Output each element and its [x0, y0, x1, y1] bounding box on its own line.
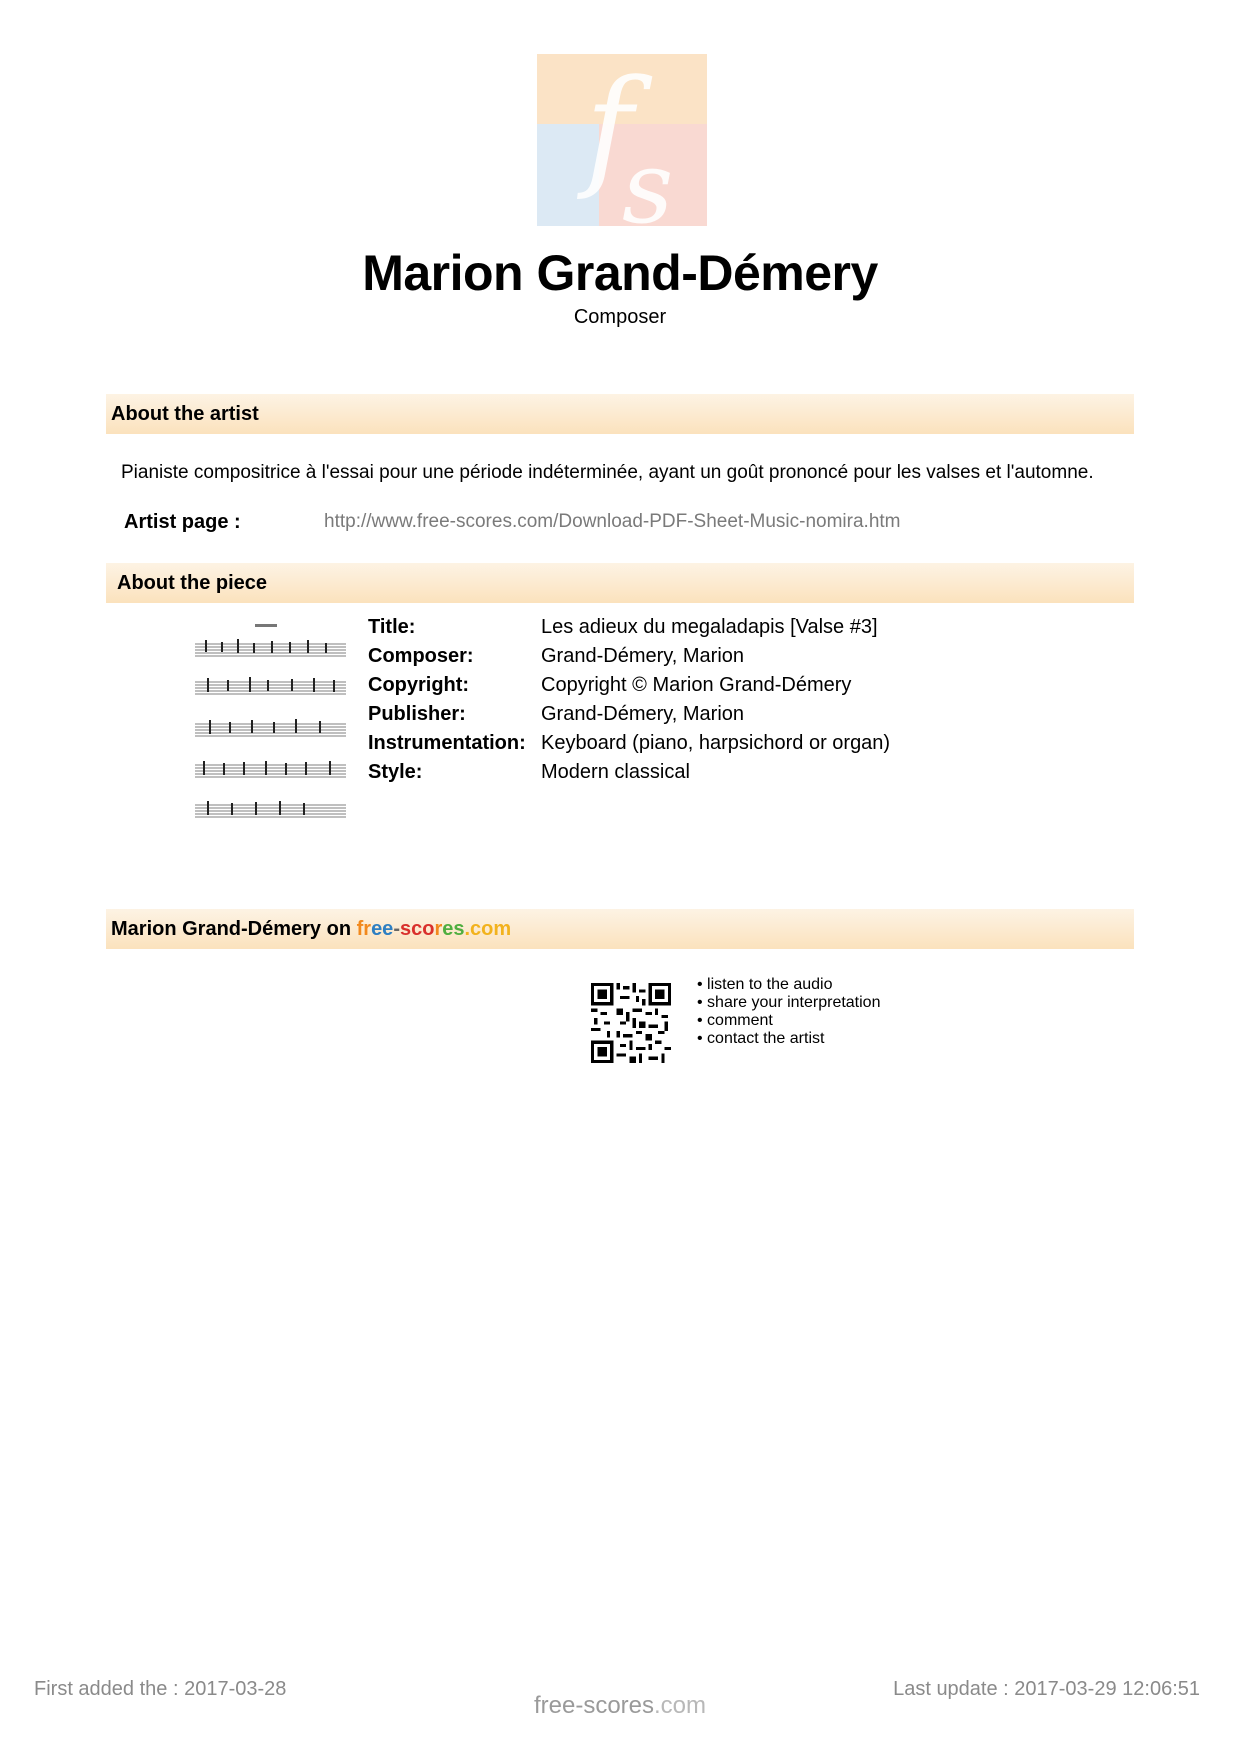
brand-part: .com: [464, 918, 512, 940]
info-value: Keyboard (piano, harpsichord or organ): [541, 732, 891, 754]
artist-name: Marion Grand-Démery: [362, 245, 878, 301]
on-site-heading: [106, 909, 1134, 949]
artist-page-label: Artist page :: [124, 511, 241, 533]
info-value: Copyright © Marion Grand-Démery: [541, 674, 852, 696]
brand-part: -: [393, 918, 400, 940]
brand-part: r: [434, 918, 443, 940]
brand-part: es: [442, 918, 465, 940]
info-label: Instrumentation:: [368, 732, 526, 754]
qr-code-icon[interactable]: [591, 983, 671, 1063]
svg-text:f: f: [585, 54, 634, 203]
info-value: Modern classical: [541, 761, 690, 783]
brand-part: sco: [399, 918, 435, 940]
info-label: Composer:: [368, 645, 474, 667]
info-label: Publisher:: [368, 703, 466, 725]
last-update-date: Last update : 2017-03-29 12:06:51: [893, 1678, 1200, 1700]
feature-item: • comment: [697, 1012, 880, 1030]
about-artist-heading-text: About the artist: [111, 403, 259, 425]
feature-item: • listen to the audio: [697, 976, 880, 994]
first-added-date: First added the : 2017-03-28: [34, 1678, 287, 1700]
about-piece-heading: [106, 563, 1134, 603]
info-value: Grand-Démery, Marion: [541, 703, 745, 725]
feature-item: • contact the artist: [697, 1030, 880, 1048]
feature-item: • share your interpretation: [697, 994, 880, 1012]
on-site-heading-prefix: Marion Grand-Démery on: [111, 918, 352, 940]
artist-bio: Pianiste compositrice à l'essai pour une période indéterminée, ayant un goût prononcé pour les valses et l'automne.: [121, 462, 1094, 483]
info-value: Les adieux du megaladapis [Valse #3]: [541, 616, 878, 638]
site-features-list: [697, 976, 880, 1048]
footer-brand-suffix: .com: [654, 1692, 707, 1719]
about-piece-heading-text: About the piece: [117, 572, 268, 594]
info-label: Style:: [368, 761, 423, 783]
brand-part: fr: [356, 918, 372, 940]
svg-text:s: s: [622, 129, 674, 226]
free-scores-logo: [537, 54, 707, 226]
brand-part: ee: [371, 918, 394, 940]
score-thumbnail[interactable]: [193, 622, 348, 840]
info-label: Copyright:: [368, 674, 470, 696]
artist-page-link[interactable]: http://www.free-scores.com/Download-PDF-Sheet-Music-nomira.htm: [324, 511, 901, 532]
site-brand[interactable]: [357, 918, 512, 940]
info-value: Grand-Démery, Marion: [541, 645, 745, 667]
footer-brand-main: free-scores: [533, 1692, 655, 1719]
about-artist-heading: [106, 394, 1134, 434]
info-label: Title:: [368, 616, 416, 638]
artist-role: Composer: [573, 306, 667, 328]
